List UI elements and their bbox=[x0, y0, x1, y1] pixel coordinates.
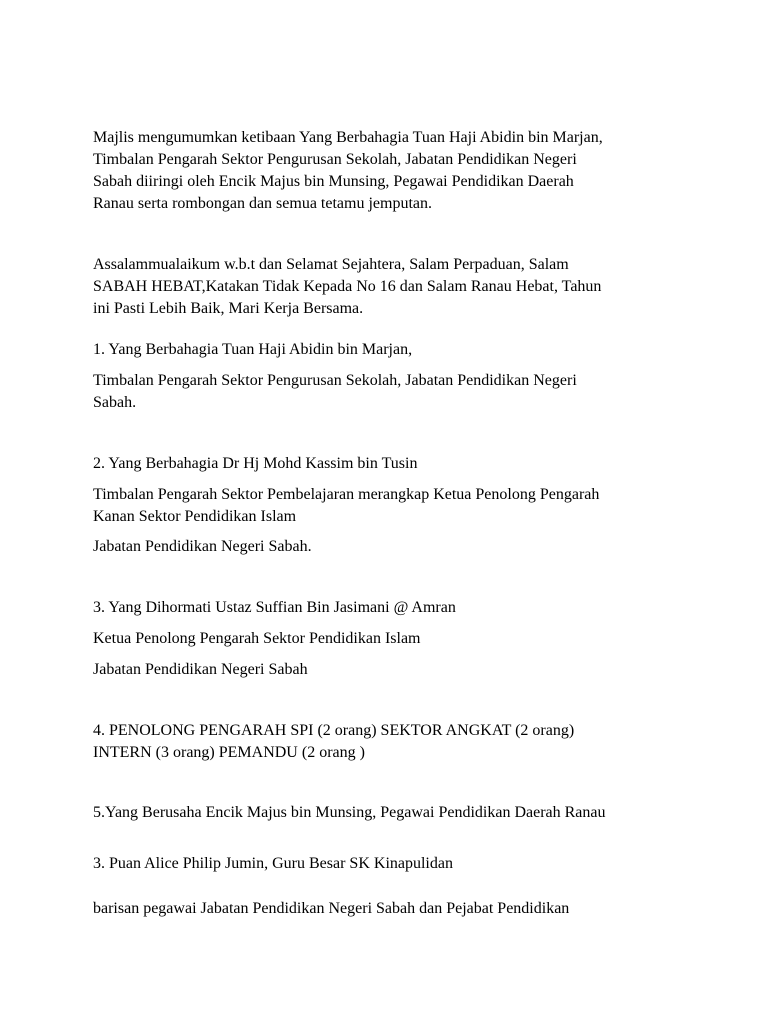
item2-title bbox=[93, 484, 693, 528]
item1-title-line: Sabah. bbox=[93, 394, 137, 411]
greeting-line: ini Pasti Lebih Baik, Mari Kerja Bersama. bbox=[93, 300, 364, 317]
item4-paragraph bbox=[93, 720, 693, 764]
intro-line: Timbalan Pengarah Sektor Pengurusan Sekolah, Jabatan Pendidikan Negeri bbox=[93, 151, 577, 168]
item1-name: 1. Yang Berbahagia Tuan Haji Abidin bin Marjan, bbox=[93, 341, 413, 358]
item2-title-line: Kanan Sektor Pendidikan Islam bbox=[93, 508, 297, 525]
item5-paragraph: 5.Yang Berusaha Encik Majus bin Munsing, Pegawai Pendidikan Daerah Ranau bbox=[93, 804, 606, 821]
item1-title-line: Timbalan Pengarah Sektor Pengurusan Sekolah, Jabatan Pendidikan Negeri bbox=[93, 372, 577, 389]
item3-department: Jabatan Pendidikan Negeri Sabah bbox=[93, 661, 308, 678]
closing-paragraph: barisan pegawai Jabatan Pendidikan Negeri Sabah dan Pejabat Pendidikan bbox=[93, 900, 570, 917]
intro-line: Sabah diiringi oleh Encik Majus bin Munsing, Pegawai Pendidikan Daerah bbox=[93, 173, 574, 190]
greeting-paragraph bbox=[93, 254, 693, 320]
intro-line: Ranau serta rombongan dan semua tetamu jemputan. bbox=[93, 195, 433, 212]
intro-line: Majlis mengumumkan ketibaan Yang Berbahagia Tuan Haji Abidin bin Marjan, bbox=[93, 129, 603, 146]
intro-paragraph bbox=[93, 127, 693, 215]
item2-name: 2. Yang Berbahagia Dr Hj Mohd Kassim bin Tusin bbox=[93, 455, 418, 472]
item6-paragraph: 3. Puan Alice Philip Jumin, Guru Besar SK Kinapulidan bbox=[93, 855, 453, 872]
greeting-line: SABAH HEBAT,Katakan Tidak Kepada No 16 dan Salam Ranau Hebat, Tahun bbox=[93, 278, 602, 295]
item3-name: 3. Yang Dihormati Ustaz Suffian Bin Jasimani @ Amran bbox=[93, 599, 456, 616]
greeting-line: Assalammualaikum w.b.t dan Selamat Sejahtera, Salam Perpaduan, Salam bbox=[93, 256, 569, 273]
item2-title-line: Timbalan Pengarah Sektor Pembelajaran merangkap Ketua Penolong Pengarah bbox=[93, 486, 600, 503]
item1-title bbox=[93, 370, 693, 414]
item4-line: INTERN (3 orang) PEMANDU (2 orang ) bbox=[93, 744, 365, 761]
item4-line: 4. PENOLONG PENGARAH SPI (2 orang) SEKTOR ANGKAT (2 orang) bbox=[93, 722, 575, 739]
item3-title: Ketua Penolong Pengarah Sektor Pendidikan Islam bbox=[93, 630, 421, 647]
item2-department: Jabatan Pendidikan Negeri Sabah. bbox=[93, 538, 312, 555]
